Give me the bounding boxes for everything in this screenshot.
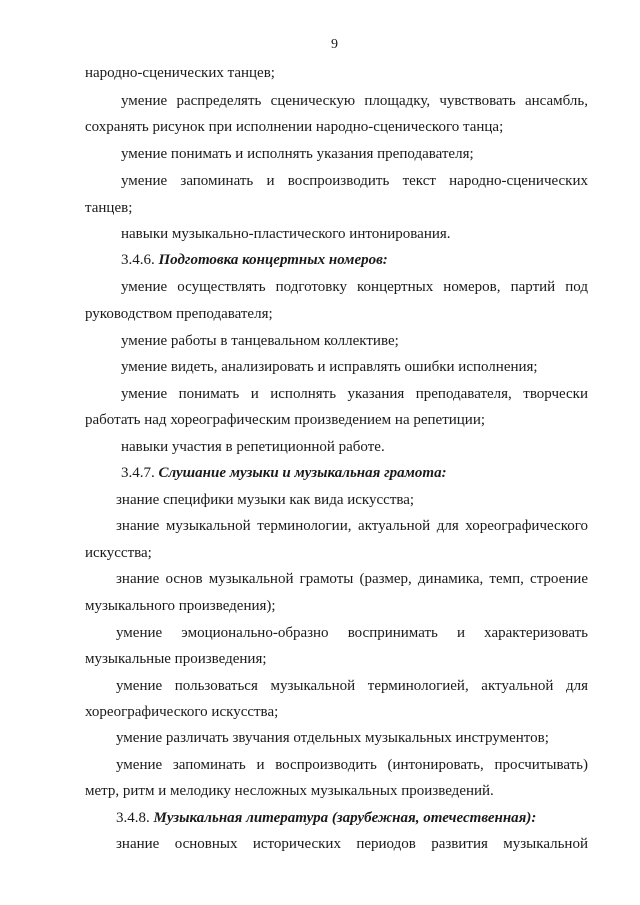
section-title: Музыкальная литература (зарубежная, отечественная): xyxy=(153,810,537,826)
section-heading xyxy=(121,464,447,482)
text-line: навыки музыкально-пластического интонирования. xyxy=(121,226,451,242)
text-line: умение работы в танцевальном коллективе; xyxy=(121,333,399,349)
section-number: 3.4.7. xyxy=(121,465,155,481)
text-line: руководством преподавателя; xyxy=(85,306,273,322)
text-line: умение распределять сценическую площадку, чувствовать ансамбль, xyxy=(121,93,588,109)
text-line: умение различать звучания отдельных музыкальных инструментов; xyxy=(116,730,549,746)
section-heading xyxy=(121,251,388,269)
text-line: знание специфики музыки как вида искусства; xyxy=(116,492,415,508)
section-number: 3.4.6. xyxy=(121,252,155,268)
text-line: знание основ музыкальной грамоты (размер, динамика, темп, строение xyxy=(116,571,588,587)
text-line: метр, ритм и мелодику несложных музыкальных произведений. xyxy=(85,783,494,799)
text-line: знание музыкальной терминологии, актуальной для хореографического xyxy=(116,518,588,534)
text-line: умение видеть, анализировать и исправлять ошибки исполнения; xyxy=(121,359,538,375)
section-title: Слушание музыки и музыкальная грамота: xyxy=(158,465,447,481)
text-line: умение эмоционально-образно воспринимать и характеризовать xyxy=(116,625,588,641)
section-title: Подготовка концертных номеров: xyxy=(158,252,388,268)
text-line: навыки участия в репетиционной работе. xyxy=(121,439,385,455)
text-line: умение запоминать и воспроизводить текст народно-сценических xyxy=(121,173,588,189)
text-line: музыкальные произведения; xyxy=(85,651,267,667)
text-line: народно-сценических танцев; xyxy=(85,65,275,81)
text-line: умение пользоваться музыкальной терминологией, актуальной для xyxy=(116,678,588,694)
text-line: танцев; xyxy=(85,200,133,216)
section-heading xyxy=(116,809,536,827)
section-number: 3.4.8. xyxy=(116,810,150,826)
text-line: умение осуществлять подготовку концертных номеров, партий под xyxy=(121,279,588,295)
text-line: умение понимать и исполнять указания преподавателя, творчески xyxy=(121,386,588,402)
text-line: умение понимать и исполнять указания преподавателя; xyxy=(121,146,474,162)
page-number: 9 xyxy=(331,37,338,52)
text-line: музыкального произведения); xyxy=(85,598,276,614)
text-line: умение запоминать и воспроизводить (интонировать, просчитывать) xyxy=(116,757,588,773)
text-line: хореографического искусства; xyxy=(85,704,279,720)
text-line: знание основных исторических периодов развития музыкальной xyxy=(116,836,588,852)
text-line: искусства; xyxy=(85,545,152,561)
text-line: сохранять рисунок при исполнении народно-сценического танца; xyxy=(85,119,504,135)
text-line: работать над хореографическим произведением на репетиции; xyxy=(85,412,486,428)
